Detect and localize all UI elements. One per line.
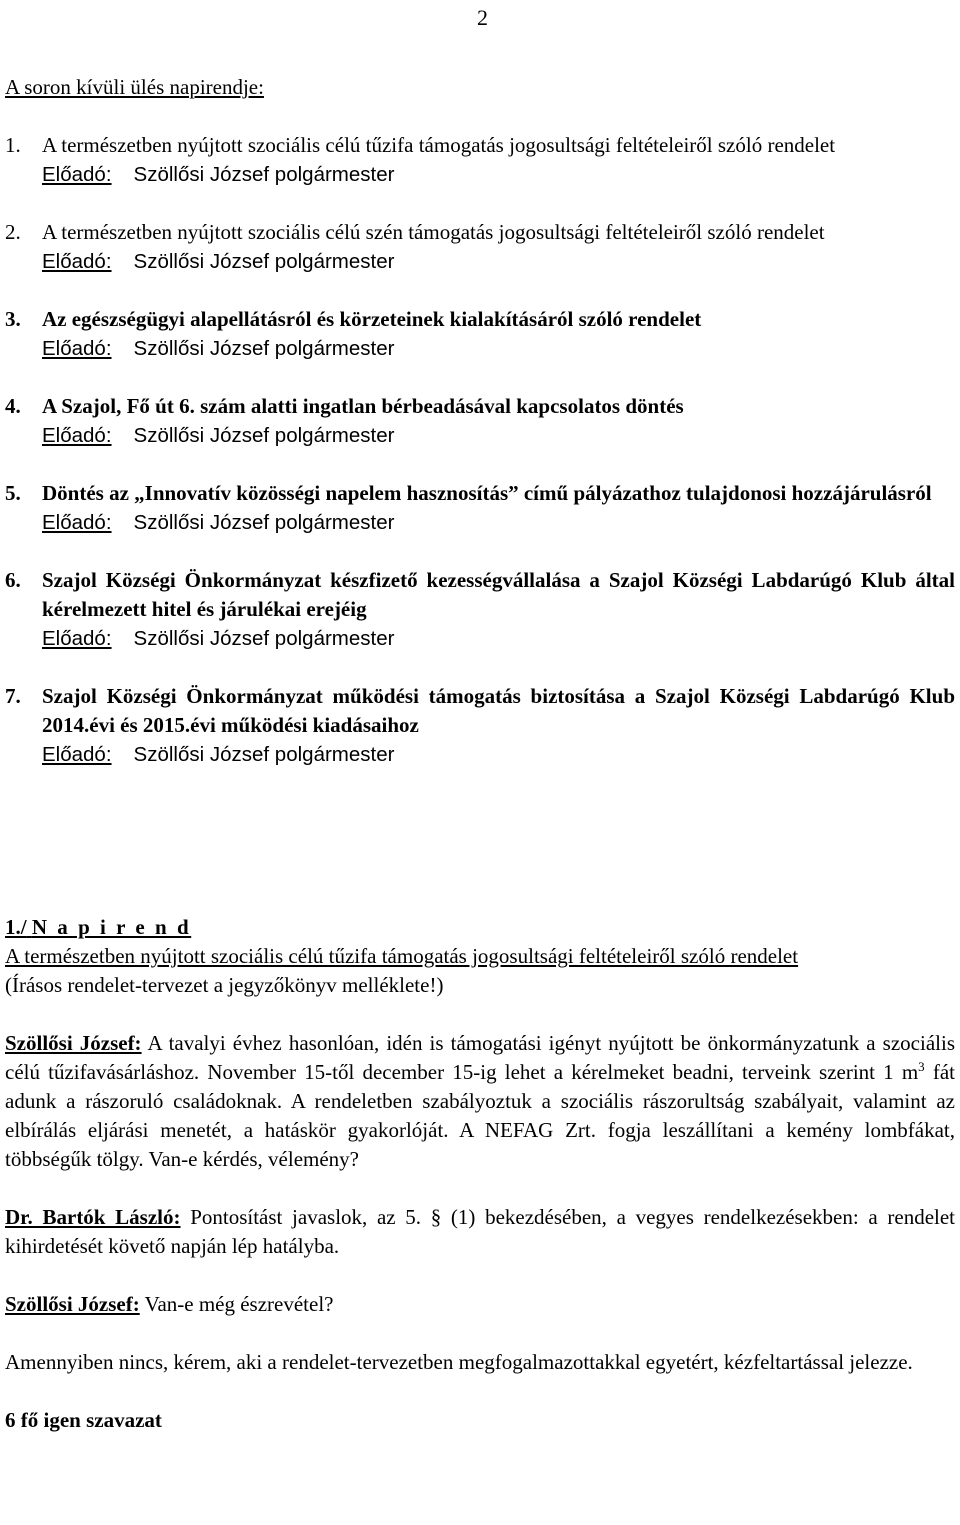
agenda-item-presenter (42, 421, 955, 450)
minutes-heading-number: 1./ (5, 915, 27, 939)
agenda-item-number: 1. (5, 133, 21, 157)
speech-text: Van-e még észrevétel? (139, 1292, 334, 1316)
presenter-label: Előadó: (42, 511, 112, 534)
agenda-item (5, 218, 955, 276)
presenter-label: Előadó: (42, 250, 112, 273)
presenter-name: Szöllősi József polgármester (133, 337, 395, 360)
request-paragraph: Amennyiben nincs, kérem, aki a rendelet-tervezetben megfogalmazottakkal egyetért, kézfeltartással jelezze. (5, 1350, 913, 1374)
presenter-label: Előadó: (42, 424, 112, 447)
presenter-label: Előadó: (42, 337, 112, 360)
agenda-item-presenter (42, 624, 955, 653)
agenda-item-number: 6. (5, 568, 21, 592)
agenda-heading: A soron kívüli ülés napirendje: (5, 75, 264, 99)
agenda-item-title: Szajol Községi Önkormányzat működési támogatás biztosítása a Szajol Községi Labdarúgó Klub 2014.évi és 2015.évi működési kiadásaihoz (42, 684, 955, 737)
agenda-item (5, 566, 955, 653)
vote-result: 6 fő igen szavazat (5, 1408, 162, 1432)
speaker-name: Szöllősi József: (5, 1031, 142, 1055)
minutes-section (5, 913, 955, 1435)
agenda-item-presenter (42, 334, 955, 363)
agenda-item (5, 392, 955, 450)
agenda-item (5, 479, 955, 537)
agenda-item-number: 4. (5, 394, 21, 418)
agenda-item (5, 131, 955, 189)
minutes-heading (5, 913, 955, 942)
presenter-name: Szöllősi József polgármester (133, 743, 395, 766)
minutes-note: (Írásos rendelet-tervezet a jegyzőkönyv melléklete!) (5, 973, 444, 997)
presenter-name: Szöllősi József polgármester (133, 511, 395, 534)
agenda-item-title: A természetben nyújtott szociális célú tűzifa támogatás jogosultsági feltételeiről szóló rendelet (42, 133, 836, 157)
speech-paragraph (5, 1290, 955, 1319)
agenda-item-presenter (42, 740, 955, 769)
agenda-item-presenter (42, 247, 955, 276)
speaker-name: Dr. Bartók László: (5, 1205, 181, 1229)
agenda-item (5, 682, 955, 769)
presenter-label: Előadó: (42, 163, 112, 186)
presenter-label: Előadó: (42, 743, 112, 766)
agenda-list (5, 131, 955, 798)
agenda-item-number: 5. (5, 481, 21, 505)
agenda-item-number: 2. (5, 220, 21, 244)
agenda-item-presenter (42, 508, 955, 537)
presenter-name: Szöllősi József polgármester (133, 424, 395, 447)
agenda-item-title: Az egészségügyi alapellátásról és körzeteinek kialakításáról szóló rendelet (42, 307, 702, 331)
speech-text: Pontosítást javaslok, az 5. § (1) bekezdésében, a vegyes rendelkezésekben: a rendelet kihirdetését követő napján lép hatályba. (5, 1205, 955, 1258)
page-number: 2 (477, 5, 488, 30)
minutes-subject: A természetben nyújtott szociális célú tűzifa támogatás jogosultsági feltételeiről szóló rendelet (5, 944, 799, 968)
agenda-item-title: Szajol Községi Önkormányzat készfizető kezességvállalása a Szajol Községi Labdarúgó Klub által kérelmezett hitel és járulékai erejéig (42, 568, 955, 621)
speech-text: fát adunk a rászoruló családoknak. A rendeletben szabályoztuk a szociális rászorultság szabályait, valamint az elbírálás eljárási menetét, a hatáskör gyakorlóját. A NEFAG Zrt. fogja leszállítani a kemény lombfákat, többségűk tölgy. Van-e kérdés, vélemény? (5, 1060, 955, 1171)
agenda-item (5, 305, 955, 363)
agenda-item-title: Döntés az „Innovatív közösségi napelem hasznosítás” című pályázathoz tulajdonosi hozzájárulásról (42, 481, 932, 505)
presenter-name: Szöllősi József polgármester (133, 627, 395, 650)
presenter-name: Szöllősi József polgármester (133, 163, 395, 186)
minutes-heading-word: N a p i r e n d (31, 915, 192, 939)
agenda-item-presenter (42, 160, 955, 189)
superscript: 3 (918, 1059, 925, 1074)
presenter-name: Szöllősi József polgármester (133, 250, 395, 273)
agenda-item-number: 3. (5, 307, 21, 331)
agenda-item-title: A Szajol, Fő út 6. szám alatti ingatlan bérbeadásával kapcsolatos döntés (42, 394, 684, 418)
speaker-name: Szöllősi József: (5, 1292, 140, 1316)
agenda-item-title: A természetben nyújtott szociális célú szén támogatás jogosultsági feltételeiről szóló rendelet (42, 220, 825, 244)
speech-text: A tavalyi évhez hasonlóan, idén is támogatási igényt nyújtott be önkormányzatunk a szociális célú tűzifavásárláshoz. November 15-től december 15-ig lehet a kérelmeket beadni, terveink szerint 1 m (5, 1031, 955, 1084)
speech-paragraph (5, 1029, 955, 1174)
presenter-label: Előadó: (42, 627, 112, 650)
agenda-item-number: 7. (5, 684, 21, 708)
speech-paragraph (5, 1203, 955, 1261)
